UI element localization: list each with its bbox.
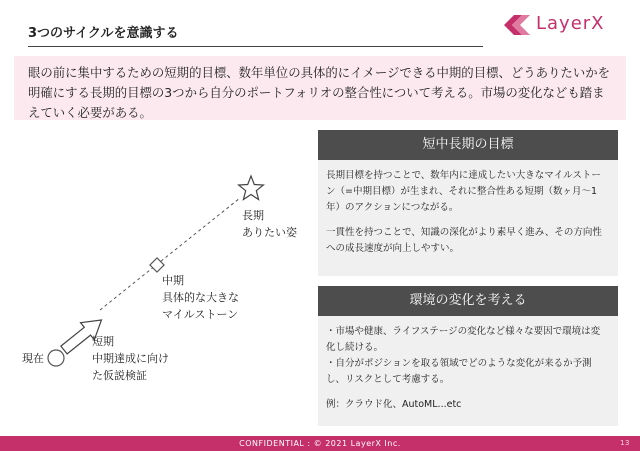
short-term-label-2: 中期達成に向け — [92, 352, 169, 365]
layerx-logo — [500, 10, 625, 40]
confidential-text: CONFIDENTIAL : © 2021 LayerX Inc. — [239, 439, 401, 448]
long-term-star-icon — [239, 176, 264, 200]
goals-card-paragraph: 長期目標を持つことで、数年内に達成したい大きなマイルストーン（=中期目標）が生まれ、それに整合性ある短期（数ヶ月〜1年）のアクションにつながる。 — [326, 170, 601, 213]
page-title: 3つのサイクルを意識する — [28, 26, 179, 41]
mid-term-label-3: マイルストーン — [162, 308, 239, 321]
logo-wordmark: LayerX — [536, 13, 605, 34]
goals-card-paragraph: 一貫性を持つことで、知識の深化がより素早く進み、その方向性への成長速度が向上しやすい。 — [326, 227, 602, 254]
mid-term-label-2: 具体的な大きな — [162, 291, 239, 304]
title-divider — [28, 46, 483, 47]
footer-bar — [0, 436, 640, 451]
environment-card-paragraph: ・市場や健康、ライフステージの変化など様々な要因で環境は変化し続ける。 ・自分がポジションを取る領域でどのような変化が来るか予測し、リスクとして考慮する。 — [326, 326, 601, 385]
environment-card — [318, 286, 618, 426]
goals-card-title: 短中長期の目標 — [318, 130, 618, 160]
layerx-logo-mark-icon — [500, 10, 534, 40]
now-circle-icon — [48, 350, 64, 366]
intro-text: 眼の前に集中するための短期的目標、数年単位の具体的にイメージできる中期的目標、どうありたいかを明確にする長期的目標の3つから自分のポートフォリオの整合性について考える。市場の変化なども踏まえていく必要がある。 — [28, 65, 610, 120]
now-label: 現在 — [22, 352, 44, 365]
environment-card-example: 例：クラウド化、AutoML...etc — [326, 399, 462, 410]
short-term-label-1: 短期 — [92, 335, 114, 348]
environment-card-body — [318, 316, 618, 413]
environment-card-title: 環境の変化を考える — [318, 286, 618, 316]
long-term-label-2: ありたい姿 — [242, 226, 297, 239]
goals-card-body — [318, 160, 618, 257]
short-term-label-3: た仮説検証 — [92, 369, 147, 382]
long-term-label-1: 長期 — [242, 209, 264, 222]
goals-card — [318, 130, 618, 276]
cycle-diagram-graphic — [0, 130, 310, 420]
page-number: 13 — [620, 439, 630, 447]
cycle-diagram — [0, 130, 310, 420]
mid-term-label-1: 中期 — [162, 274, 184, 287]
intro-box — [14, 56, 626, 120]
